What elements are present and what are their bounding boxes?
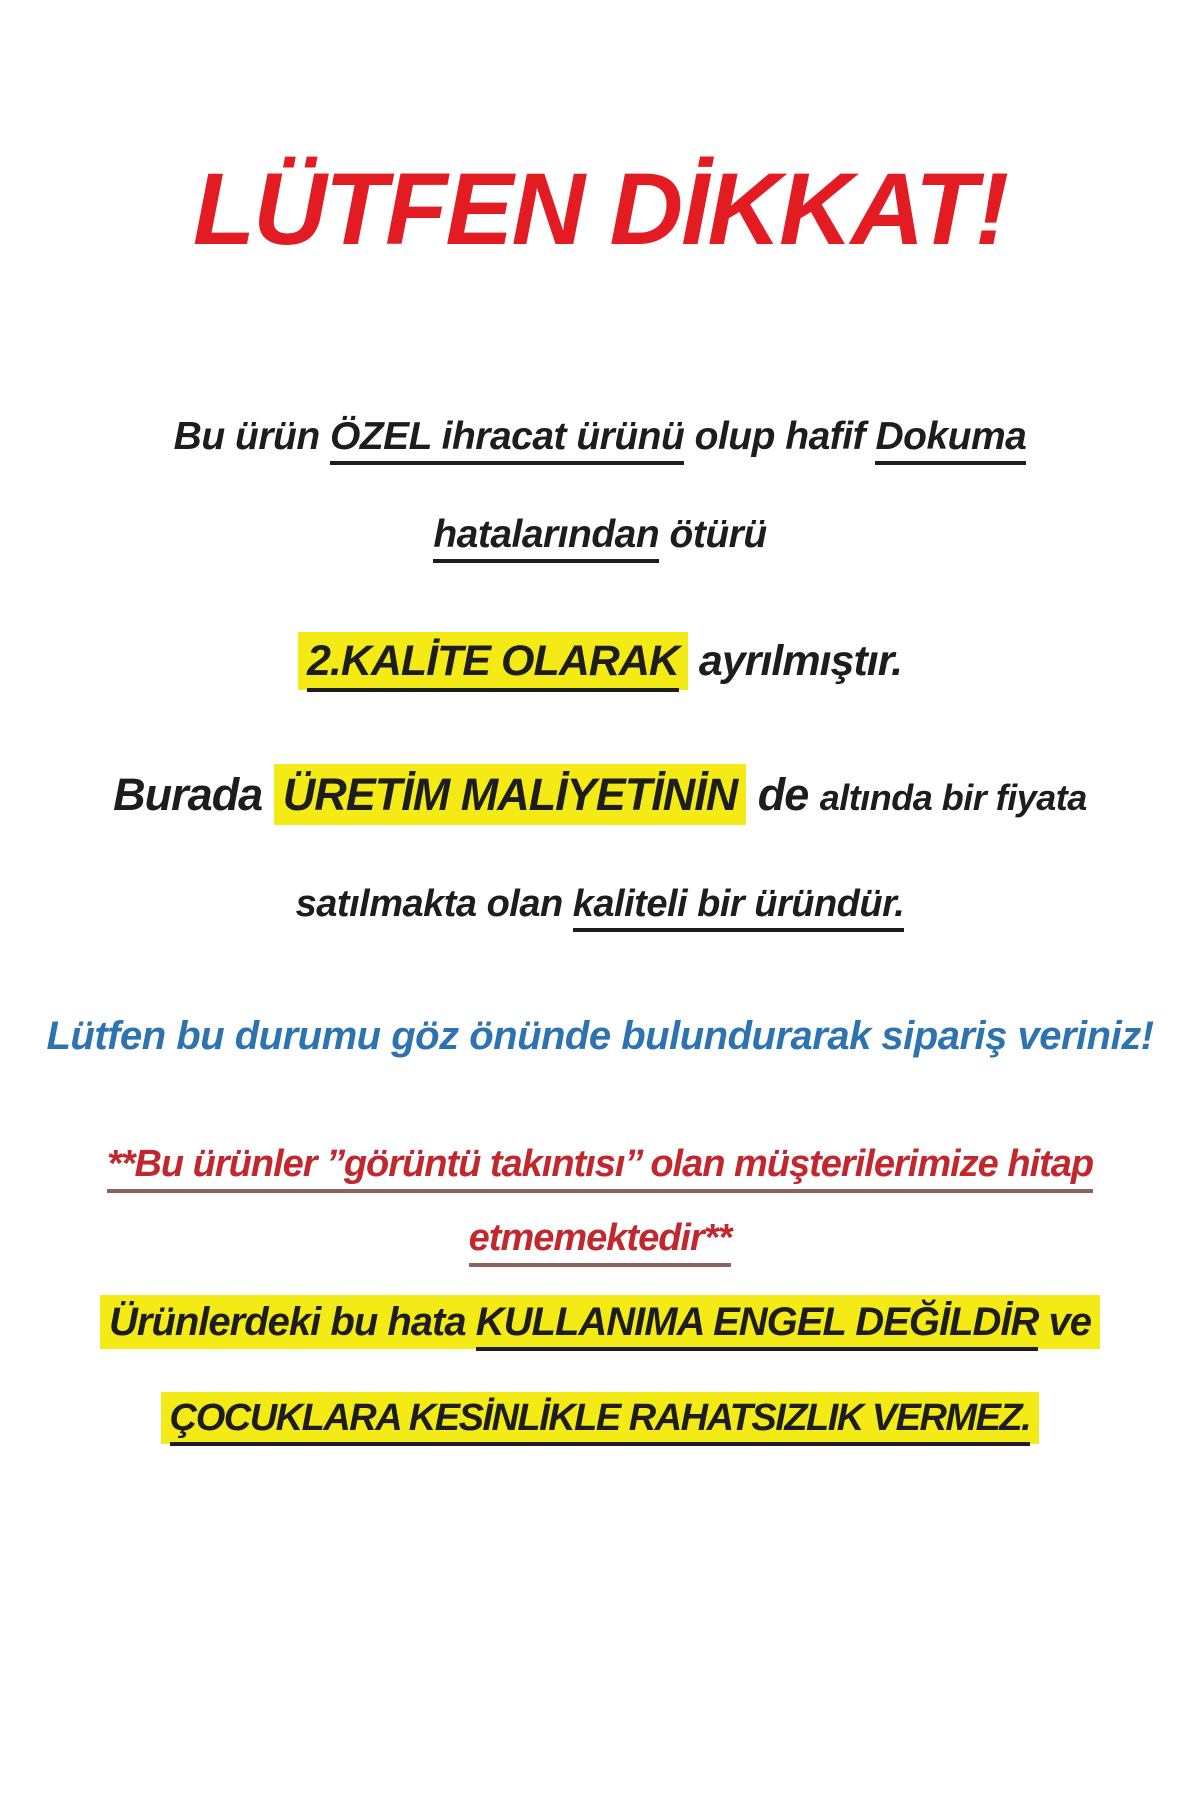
paragraph-product-line1 [0, 414, 1200, 461]
paragraph-warning-line2 [0, 1216, 1200, 1262]
assurance-line1-rest: ve [1038, 1300, 1092, 1344]
cost-line2-underlined: kaliteli bir üründür. [573, 883, 905, 932]
product-text-underlined-weave: Dokuma [875, 415, 1026, 465]
assurance-line1-pre: Ürünlerdeki bu hata [108, 1300, 476, 1344]
paragraph-quality [0, 636, 1200, 688]
product-text-underlined-export: ÖZEL ihracat ürünü [330, 415, 684, 465]
assurance-line2-text: ÇOCUKLARA KESİNLİKLE RAHATSIZLIK VERMEZ. [170, 1397, 1030, 1446]
paragraph-order-note: Lütfen bu durumu göz önünde bulundurarak sipariş veriniz! [46, 1014, 1154, 1058]
warning-line2-text: etmemektedir** [469, 1217, 732, 1267]
paragraph-product-line2 [0, 512, 1200, 559]
product-text-mid: olup hafif [684, 415, 876, 458]
cost-text-mid: de [746, 769, 820, 820]
notice-title: LÜTFEN DİKKAT! [192, 152, 1008, 266]
cost-line2-pre: satılmakta olan [295, 883, 573, 925]
warning-line1-text: **Bu ürünler ’’görüntü takıntısı’’ olan müşterilerimize hitap [107, 1143, 1093, 1193]
quality-highlighted-text: 2.KALİTE OLARAK [307, 637, 679, 692]
product-text-line2-rest: ötürü [659, 513, 767, 556]
paragraph-cost-line1 [0, 768, 1200, 822]
assurance-line1-underlined: KULLANIMA ENGEL DEĞİLDİR [476, 1300, 1039, 1351]
paragraph-cost-line2 [0, 882, 1200, 928]
paragraph-assurance-line2 [0, 1396, 1200, 1442]
product-text-underlined-defects: hatalarından [433, 513, 659, 563]
cost-text-rest: altında bir fiyata [819, 777, 1087, 818]
paragraph-warning-line1 [0, 1142, 1200, 1188]
product-text-pre: Bu ürün [173, 415, 330, 458]
cost-text-pre: Burada [113, 769, 274, 820]
paragraph-assurance-line1 [0, 1298, 1200, 1346]
quality-rest-text: ayrılmıştır. [687, 637, 903, 685]
cost-highlighted-text: ÜRETİM MALİYETİNİN [274, 764, 746, 825]
